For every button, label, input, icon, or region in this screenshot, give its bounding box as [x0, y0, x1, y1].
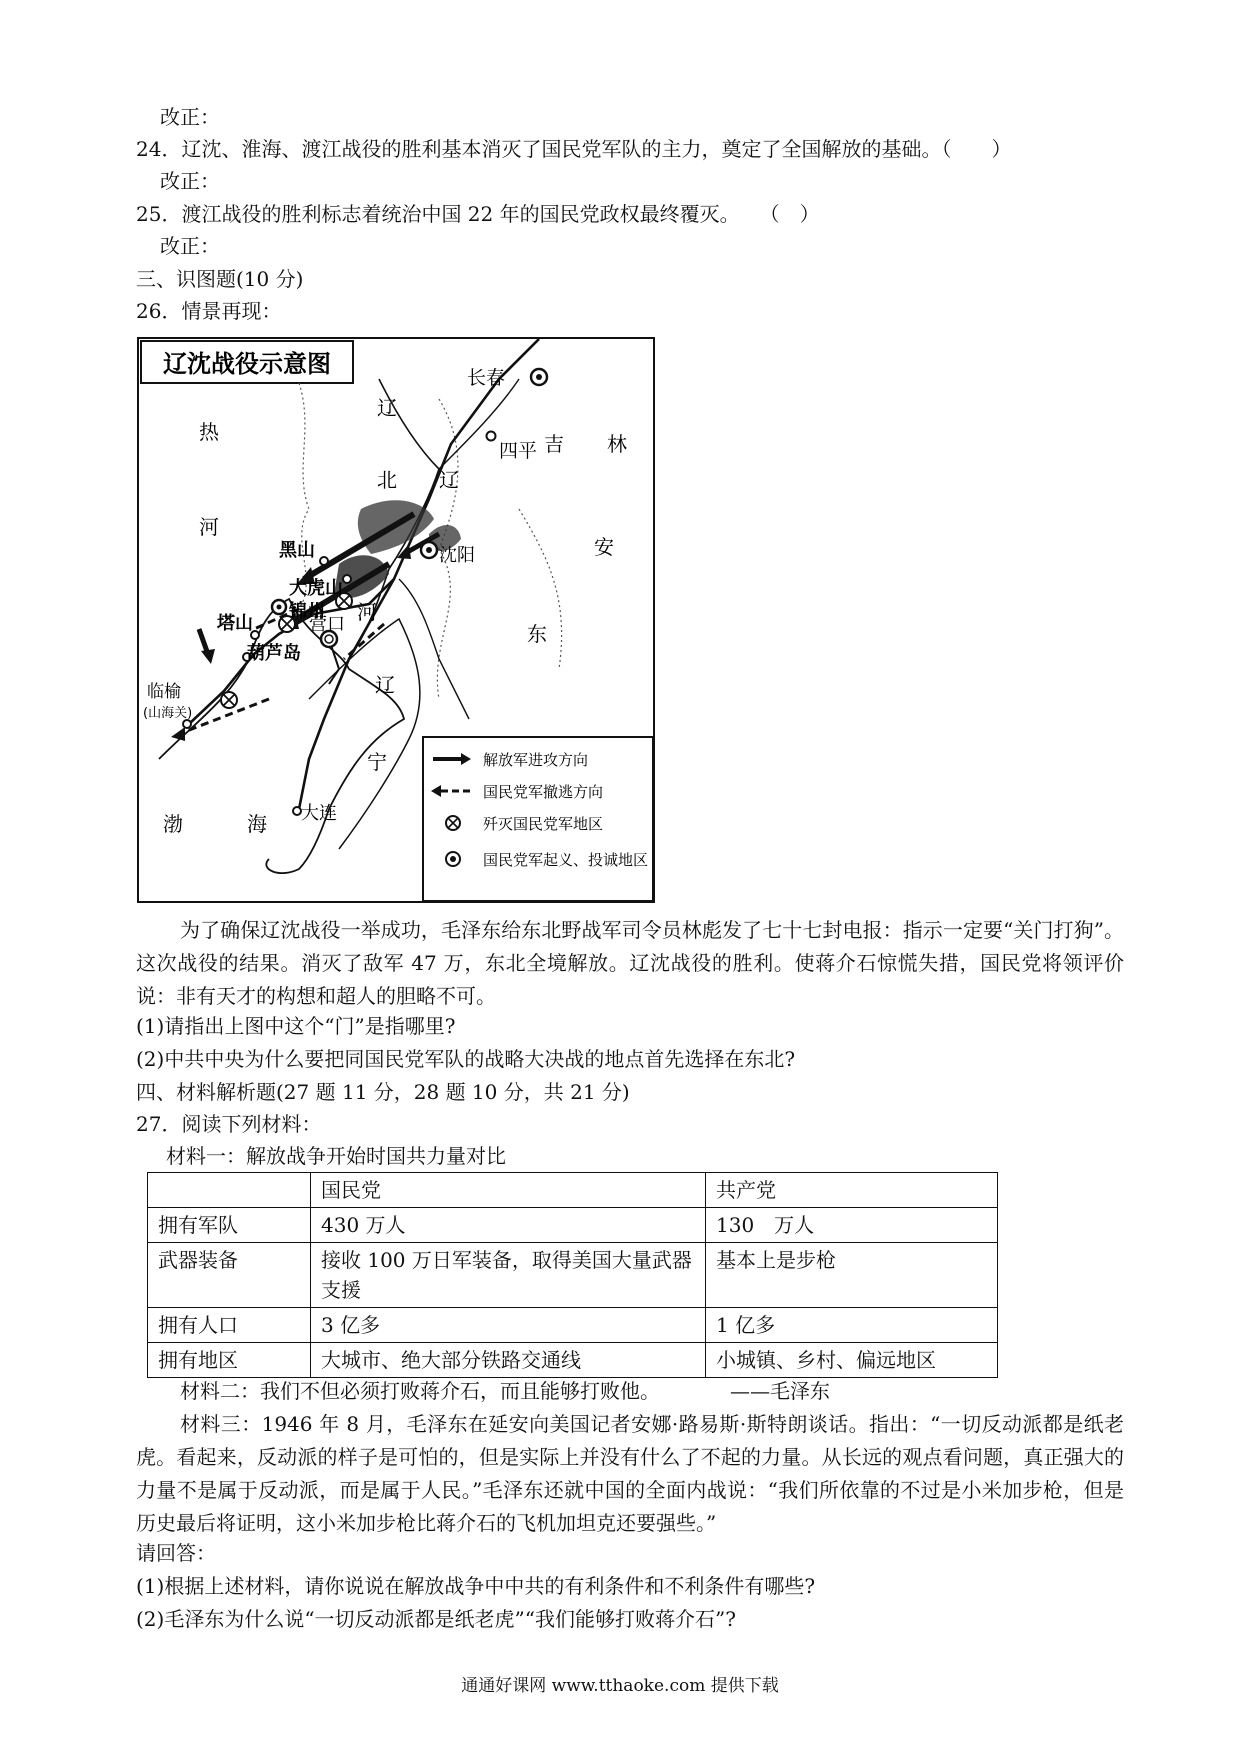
place-label: 沈阳	[439, 545, 475, 566]
region-label: 安	[594, 535, 614, 559]
question-26-heading: 26．情景再现：	[136, 299, 282, 323]
region-label: 林	[607, 432, 627, 456]
place-label: 塔山	[217, 613, 253, 634]
legend-surrender-icon	[446, 852, 460, 866]
legend-annihilation-icon	[446, 816, 460, 830]
q27-question-1: (1)根据上述材料，请你说说在解放战争中中共的有利条件和不利条件有哪些?	[136, 1574, 816, 1598]
table-row	[148, 1243, 998, 1308]
question-24: 24．辽沈、淮海、渡江战役的胜利基本消灭了国民党军队的主力，奠定了全国解放的基础。（ ）	[136, 137, 1012, 161]
table-header-cell	[148, 1173, 311, 1208]
annihilation-marker	[221, 692, 237, 708]
table-cell: 基本上是步枪	[706, 1243, 998, 1308]
q26-passage: 为了确保辽沈战役一举成功，毛泽东给东北野战军司令员林彪发了七十七封电报：指示一定要“关门打狗”。这次战役的结果。消灭了敌军 47 万，东北全境解放。辽沈战役的胜利。使蒋介石惊慌失措，国民党将领评价说：非有天才的构想和超人的胆略不可。	[136, 918, 1124, 1008]
region-label: 辽	[377, 396, 397, 420]
region-label: 辽	[439, 468, 459, 492]
place-label: 营口	[309, 614, 345, 635]
city-marker-changchun	[531, 369, 547, 385]
table-cell: 武器装备	[148, 1243, 311, 1308]
table-row	[148, 1208, 998, 1243]
q27-intro: 27．阅读下列材料：	[136, 1112, 322, 1136]
table-cell: 拥有人口	[148, 1308, 311, 1343]
material-1-title: 材料一：解放战争开始时国共力量对比	[166, 1144, 506, 1168]
table-row	[148, 1308, 998, 1343]
region-label: 北	[377, 468, 397, 492]
table-cell: 430 万人	[311, 1208, 706, 1243]
power-comparison-table	[147, 1172, 998, 1378]
city-marker-linyu	[183, 720, 191, 728]
correction-label: 改正：	[160, 234, 220, 258]
legend-item: 国民党军撤逃方向	[483, 783, 604, 801]
q26-question-2: (2)中共中央为什么要把同国民党军队的战略大决战的地点首先选择在东北?	[136, 1047, 796, 1071]
region-label: 河	[199, 515, 219, 539]
material-3: 材料三：1946 年 8 月，毛泽东在延安向美国记者安娜·路易斯·斯特朗谈话。指出：“一切反动派都是纸老虎。看起来，反动派的样子是可怕的，但是实际上并没有什么了不起的力量。从长远的观点看问题，真正强大的力量不是属于反动派，而是属于人民。”毛泽东还就中国的全面内战说：“我们所依靠的不过是小米加步枪，但是历史最后将证明，这小米加步枪比蒋介石的飞机加坦克还要强些。”	[136, 1412, 1124, 1535]
material-2: 材料二：我们不但必须打败蒋介石，而且能够打败他。 ——毛泽东	[180, 1379, 830, 1403]
region-label: 东	[527, 622, 547, 646]
table-header-row	[148, 1173, 998, 1208]
coastline	[159, 599, 404, 873]
city-marker-shenyang	[421, 542, 437, 558]
city-marker-siping	[487, 432, 496, 441]
kmt-retreat-arrow-head	[171, 727, 185, 741]
liaoshen-campaign-map	[137, 337, 655, 903]
table-header-cell: 共产党	[706, 1173, 998, 1208]
page-footer: 通通好课网 www.tthaoke.com 提供下载	[461, 1676, 779, 1696]
table-cell: 1 亿多	[706, 1308, 998, 1343]
q27-question-2: (2)毛泽东为什么说“一切反动派都是纸老虎”“我们能够打败蒋介石”?	[136, 1607, 736, 1631]
answer-prompt: 请回答：	[136, 1541, 216, 1565]
city-marker-dalian	[293, 807, 301, 815]
table-cell: 小城镇、乡村、偏远地区	[706, 1343, 998, 1378]
city-marker-heishan	[320, 557, 328, 565]
place-label: 大连	[301, 803, 337, 824]
river	[399, 579, 469, 719]
region-label: 辽	[375, 673, 395, 697]
place-label: 葫芦岛	[247, 643, 301, 664]
table-cell: 大城市、绝大部分铁路交通线	[311, 1343, 706, 1378]
pla-attack-arrow-head	[201, 649, 215, 664]
place-label: 临榆	[147, 682, 181, 702]
region-label: 吉	[544, 432, 564, 456]
table-row	[148, 1343, 998, 1378]
map-title: 辽沈战役示意图	[163, 350, 331, 378]
city-marker-dahushan	[343, 575, 351, 583]
table-cell: 130 万人	[706, 1208, 998, 1243]
place-label: 四平	[499, 440, 538, 462]
correction-label: 改正：	[160, 169, 220, 193]
region-label: 宁	[367, 750, 387, 774]
map-legend	[423, 737, 653, 901]
section-4-heading: 四、材料解析题(27 题 11 分，28 题 10 分，共 21 分)	[136, 1080, 630, 1104]
region-label: 热	[199, 420, 219, 444]
table-cell: 3 亿多	[311, 1308, 706, 1343]
table-cell: 拥有地区	[148, 1343, 311, 1378]
table-cell: 接收 100 万日军装备，取得美国大量武器支援	[311, 1243, 706, 1308]
section-3-heading: 三、识图题(10 分)	[136, 267, 304, 291]
question-25: 25．渡江战役的胜利标志着统治中国 22 年的国民党政权最终覆灭。 （ ）	[136, 202, 820, 226]
correction-label: 改正：	[160, 105, 220, 129]
city-marker-jinzhou	[272, 600, 286, 614]
table-header-cell: 国民党	[311, 1173, 706, 1208]
place-label: 黑山	[279, 540, 315, 561]
legend-item: 解放军进攻方向	[483, 751, 589, 769]
legend-item: 歼灭国民党军地区	[483, 815, 604, 833]
table-cell: 拥有军队	[148, 1208, 311, 1243]
region-label: 海	[247, 812, 267, 836]
place-label: 长春	[467, 367, 506, 389]
legend-item: 国民党军起义、投诚地区	[483, 851, 649, 869]
kmt-retreat-arrow	[344, 624, 384, 659]
q26-question-1: (1)请指出上图中这个“门”是指哪里?	[136, 1014, 456, 1038]
place-label: 锦州	[289, 601, 325, 622]
place-label: 大虎山	[289, 578, 343, 599]
region-label: 河	[357, 600, 377, 624]
place-label: (山海关)	[143, 706, 193, 721]
region-label: 渤	[163, 812, 183, 836]
